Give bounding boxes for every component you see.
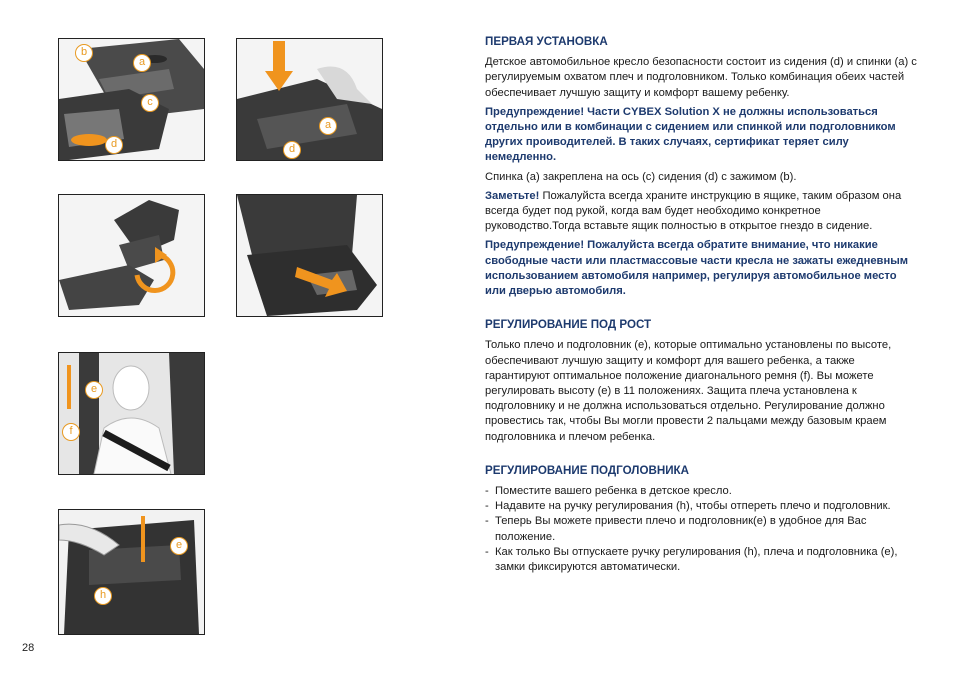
headrest-steps-list: [485, 484, 917, 575]
label-a: a: [319, 117, 337, 135]
label-a: a: [133, 54, 151, 72]
heading-first-install: ПЕРВАЯ УСТАНОВКА: [485, 35, 608, 48]
height-arrow-icon: [67, 365, 71, 409]
warning-other-manufacturers: Предупреждение! Части CYBEX Solution X не должны использоваться отдельно или в комбинации с сидением или спинкой или подголовником других проиводителей. В таких случаях, сертификат теряет силу немедленно.: [485, 105, 896, 164]
label-d: d: [105, 136, 123, 154]
label-f: f: [62, 423, 80, 441]
list-item: - Как только Вы отпускаете ручку регулирования (h), плеча и подголовника (e), замки фиксируются автоматически.: [485, 545, 917, 575]
instructions-column: [485, 34, 917, 575]
figure-headrest-handle: [58, 509, 205, 635]
heading-headrest-adjust: РЕГУЛИРОВАНИЕ ПОДГОЛОВНИКА: [485, 463, 689, 477]
label-c: c: [141, 94, 159, 112]
note-text: Пожалуйста всегда храните инструкцию в ящике, таким образом она всегда будет под рукой, когда вам будет необходимо конкретное руководство.Тогда вставьте ящик полностью в открытое гнездо в сидение.: [485, 189, 902, 233]
list-item: - Теперь Вы можете привести плечо и подголовник(e) в удобное для Вас положение.: [485, 514, 917, 544]
label-e: e: [85, 381, 103, 399]
paragraph-backrest-clamp: Спинка (a) закреплена на ось (c) сидения (d) с зажимом (b).: [485, 170, 797, 183]
label-b: b: [75, 44, 93, 62]
list-item: - Надавите на ручку регулирования (h), чтобы отпереть плечо и подголовник.: [485, 499, 917, 514]
attach-backrest-illustration: [237, 39, 382, 160]
label-d: d: [283, 141, 301, 159]
figure-height-adjust: [58, 352, 205, 475]
figure-attach-backrest: [236, 38, 383, 161]
headrest-arrow-icon: [141, 516, 145, 562]
note-manual-storage: [485, 189, 917, 235]
paragraph-seat-composition: Детское автомобильное кресло безопасности состоит из сидения (d) и спинки (a) с регулируемым охватом плеч и подголовником. Только комбинация обеих частей обеспечивает лучшую защиту и комфорт вашему ребенку.: [485, 56, 917, 99]
label-e: e: [170, 537, 188, 555]
rotate-backrest-illustration: [59, 195, 204, 316]
figure-storage-drawer: [236, 194, 383, 317]
note-lead: Заметьте!: [485, 189, 540, 202]
figure-rotate-backrest: [58, 194, 205, 317]
paragraph-height-adjust: Только плечо и подголовник (e), которые оптимально установлены по высоте, обеспечивают лучшую защиту и комфорт для вашего ребенка, а также гарантируют оптимальное положение диагонального ремня (f). Вы можете регулировать высоту (e) в 11 положениях. Защита плеча установлена к подголовнику и не должна использоваться отдельно. Регулирование должно провестись так, чтобы Вы могли провести 2 пальцами между базовым краем подголовника и плечом ребенка.: [485, 339, 892, 443]
page-number: 28: [22, 642, 35, 654]
storage-drawer-illustration: [237, 195, 382, 316]
warning-clamped-parts: Предупреждение! Пожалуйста всегда обратите внимание, что никакие свободные части или пластмассовые части кресла не зажаты ежедневным использованием автомобиля например, регулируя автомобильное место или дверью автомобиля.: [485, 239, 909, 298]
heading-height-adjust: РЕГУЛИРОВАНИЕ ПОД РОСТ: [485, 318, 652, 332]
headrest-handle-illustration: [59, 510, 204, 634]
figure-seat-assembly: [58, 38, 205, 161]
height-adjust-illustration: [59, 353, 204, 474]
label-h: h: [94, 587, 112, 605]
list-item: - Поместите вашего ребенка в детское кресло.: [485, 484, 917, 499]
